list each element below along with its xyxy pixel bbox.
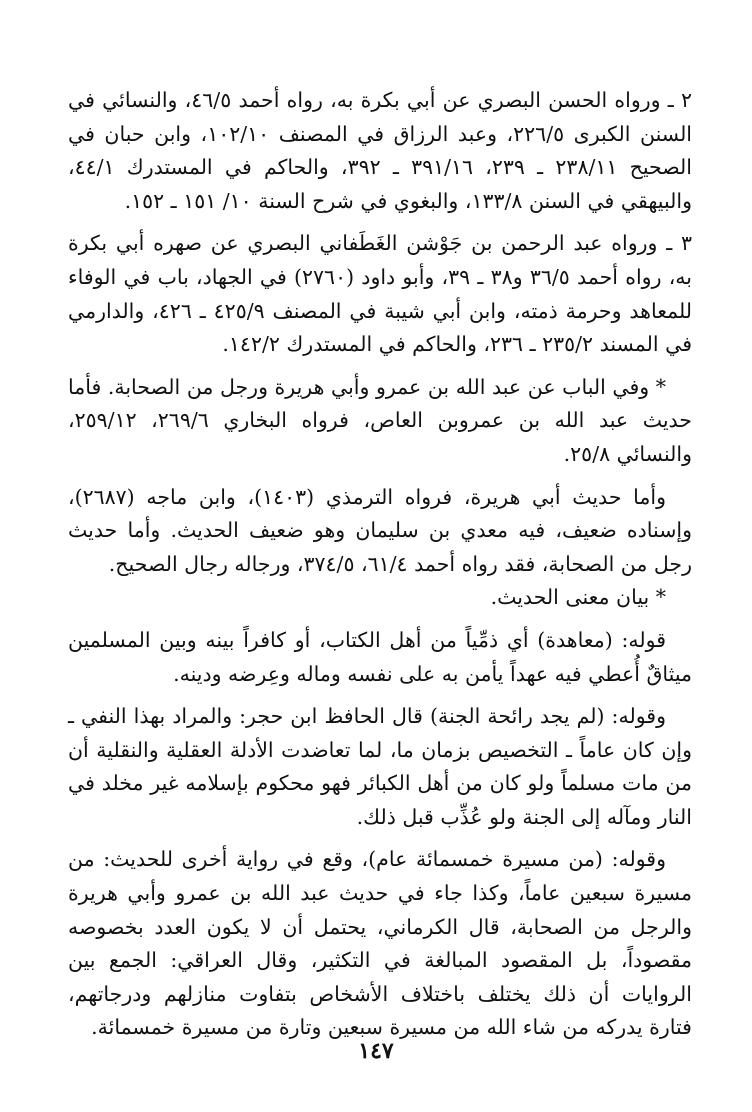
paragraph-distance: وقوله: (من مسيرة خمسمائة عام)، وقع في رواية أخرى للحديث: من مسيرة سبعين عاماً، وكذا جاء في حديث عبد الله بن عمرو وأبي هريرة والرجل من الصحابة، قال الكرماني، يحتمل أن لا يكون العدد بخصوصه مقصوداً، بل المقصود المبالغة في التكثير، وقال العراقي: الجمع بين الروايات أن ذلك يختلف باختلاف الأشخاص بتفاوت منازلهم ودرجاتهم، فتارة يدركه من شاء الله من مسيرة سبعين وتارة من مسيرة خمسمائة.: [68, 847, 692, 1040]
paragraph-abu-hurayra: وأما حديث أبي هريرة، فرواه الترمذي (١٤٠٣)، وابن ماجه (٢٦٨٧)، وإسناده ضعيف، فيه معدي بن سليمان وهو ضعيف الحديث. وأما حديث رجل من الصحابة، فقد رواه أحمد ٦١/٤، ٣٧٤/٥، ورجاله رجال الصحيح.: [68, 484, 692, 576]
paragraph-hadith-2: ٢ ـ ورواه الحسن البصري عن أبي بكرة به، رواه أحمد ٤٦/٥، والنسائي في السنن الكبرى ٢٢٦/٥، وعبد الرزاق في المصنف ١٠٢/١٠، وابن حبان في الصحيح ٢٣٨/١١ ـ ٢٣٩، ٣٩١/١٦ ـ ٣٩٢، والحاكم في المستدرك ٤٤/١، والبيهقي في السنن ١٣٣/٨، والبغوي في شرح السنة ١٠/ ١٥١ ـ ١٥٢.: [68, 88, 693, 213]
paragraph-muahada: قوله: (معاهدة) أي ذمِّياً من أهل الكتاب، أو كافراً بينه وبين المسلمين ميثاقٌ أُعطي فيه عهداً يأمن به على نفسه وماله وعِرضه ودينه.: [68, 627, 692, 686]
paragraph-hadith-3: ٣ ـ ورواه عبد الرحمن بن جَوْشن الغَطَفاني البصري عن صهره أبي بكرة به، رواه أحمد ٣٦/٥ و٣٨ ـ ٣٩، وأبو داود (٢٧٦٠) في الجهاد، باب في الوفاء للمعاهد وحرمة ذمته، وابن أبي شيبة في المصنف ٤٢٥/٩ ـ ٤٢٦، والدارمي في المسند ٢٣٥/٢ ـ ٢٣٦، والحاكم في المستدرك ١٤٢/٢.: [68, 231, 693, 357]
page-body: [68, 84, 692, 1045]
paragraph-chapter-note: * وفي الباب عن عبد الله بن عمرو وأبي هريرة ورجل من الصحابة. فأما حديث عبد الله بن عمروبن العاص، فرواه البخاري ٢٦٩/٦، ٢٥٩/١٢، والنسائي ٢٥/٨.: [68, 374, 692, 466]
paragraph-paradise-scent: وقوله: (لم يجد رائحة الجنة) قال الحافظ ابن حجر: والمراد بهذا النفي ـ وإن كان عاماً ـ التخصيص بزمان ما، لما تعاضدت الأدلة العقلية والنقلية أن من مات مسلماً ولو كان من أهل الكبائر فهو محكوم بإسلامه غير مخلد في النار ومآله إلى الجنة ولو عُذِّب قبل ذلك.: [68, 704, 692, 829]
page-number: ١٤٧: [358, 1038, 394, 1064]
section-heading-meaning: * بيان معنى الحديث.: [490, 585, 666, 610]
